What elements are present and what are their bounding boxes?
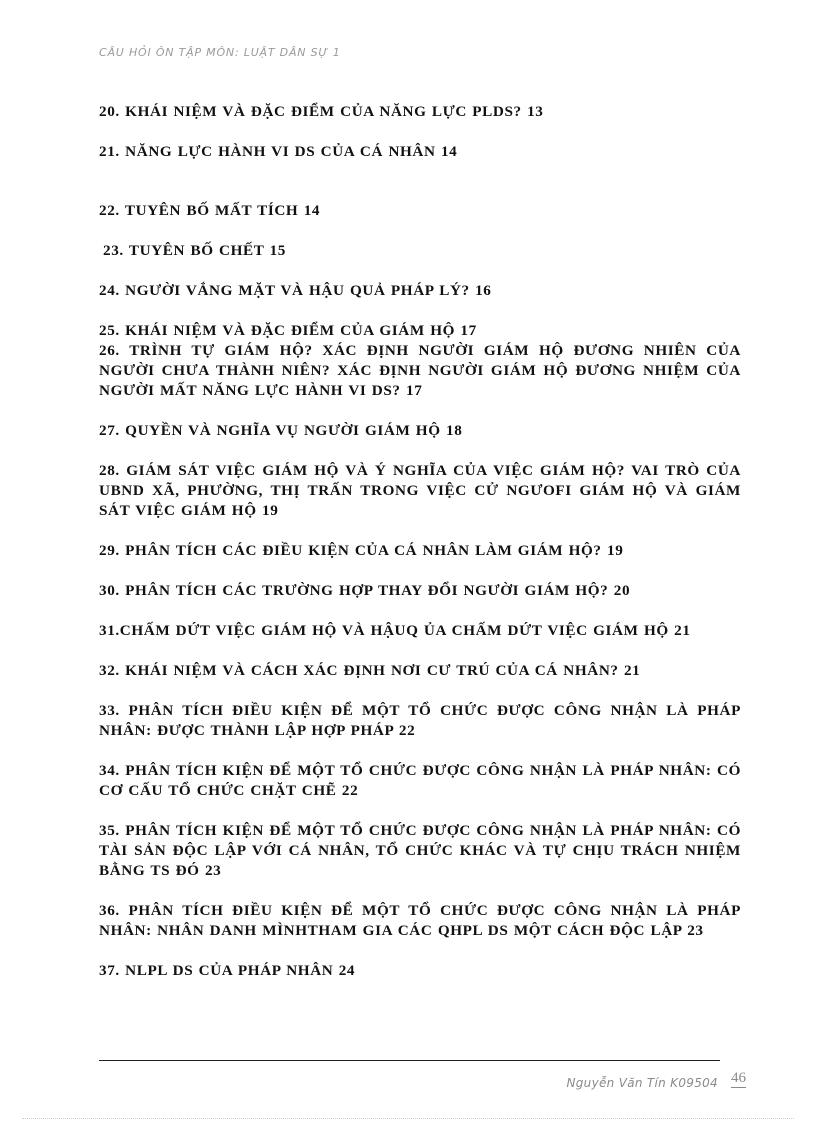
toc-entry-34: 34. PHÂN TÍCH KIỆN ĐỂ MỘT TỔ CHỨC ĐƯỢC CÔNG NHẬN LÀ PHÁP NHÂN: CÓ CƠ CẤU TỔ CHỨC CHẶT CHẼ 22 — [99, 762, 741, 799]
toc-entry-21: 21. NĂNG LỰC HÀNH VI DS CỦA CÁ NHÂN 14 — [99, 143, 458, 160]
toc-entry-25: 25. KHÁI NIỆM VÀ ĐẶC ĐIỂM CỦA GIÁM HỘ 17 — [99, 322, 477, 339]
footer-divider — [99, 1060, 720, 1061]
footer-author: Nguyễn Văn Tín K09504 — [566, 1076, 718, 1090]
toc-entry-31: 31.CHẤM DỨT VIỆC GIÁM HỘ VÀ HẬUQ ỦA CHẤM DỨT VIỆC GIÁM HỘ 21 — [99, 622, 691, 639]
toc-entry-29: 29. PHÂN TÍCH CÁC ĐIỀU KIỆN CỦA CÁ NHÂN LÀM GIÁM HỘ? 19 — [99, 542, 624, 559]
toc-entry-33: 33. PHÂN TÍCH ĐIỀU KIỆN ĐỂ MỘT TỔ CHỨC ĐƯỢC CÔNG NHẬN LÀ PHÁP NHÂN: ĐƯỢC THÀNH LẬP HỢP PHÁP 22 — [99, 702, 741, 739]
toc-entry-36: 36. PHÂN TÍCH ĐIỀU KIỆN ĐỂ MỘT TỔ CHỨC ĐƯỢC CÔNG NHẬN LÀ PHÁP NHÂN: NHÂN DANH MÌNHTHAM GIA CÁC QHPL DS MỘT CÁCH ĐỘC LẬP 23 — [99, 902, 741, 939]
toc-entry-24: 24. NGƯỜI VẮNG MẶT VÀ HẬU QUẢ PHÁP LÝ? 16 — [99, 282, 492, 299]
toc-entry-28: 28. GIÁM SÁT VIỆC GIÁM HỘ VÀ Ý NGHĨA CỦA VIỆC GIÁM HỘ? VAI TRÒ CỦA UBND XÃ, PHƯỜNG, THỊ TRẤN TRONG VIỆC CỬ NGƯOFI GIÁM HỘ VÀ GIÁM SÁT VIỆC GIÁM HỘ 19 — [99, 462, 741, 519]
toc-entry-27: 27. QUYỀN VÀ NGHĨA VỤ NGƯỜI GIÁM HỘ 18 — [99, 422, 463, 439]
toc-entry-32: 32. KHÁI NIỆM VÀ CÁCH XÁC ĐỊNH NƠI CƯ TRÚ CỦA CÁ NHÂN? 21 — [99, 662, 641, 679]
table-of-contents — [99, 102, 741, 981]
toc-entry-20: 20. KHÁI NIỆM VÀ ĐẶC ĐIỂM CỦA NĂNG LỰC PLDS? 13 — [99, 103, 544, 120]
toc-entry-30: 30. PHÂN TÍCH CÁC TRƯỜNG HỢP THAY ĐỔI NGƯỜI GIÁM HỘ? 20 — [99, 582, 631, 599]
toc-entry-35: 35. PHÂN TÍCH KIỆN ĐỂ MỘT TỔ CHỨC ĐƯỢC CÔNG NHẬN LÀ PHÁP NHÂN: CÓ TÀI SẢN ĐỘC LẬP VỚI CÁ NHÂN, TỔ CHỨC KHÁC VÀ TỰ CHỊU TRÁCH NHIỆM BẰNG TS ĐÓ 23 — [99, 822, 741, 879]
page-header: CÂU HỎI ÔN TẬP MÔN: LUẬT DÂN SỰ 1 — [99, 46, 341, 59]
toc-entry-23: 23. TUYÊN BỐ CHẾT 15 — [103, 242, 286, 259]
page-number: 46 — [731, 1070, 746, 1086]
toc-entry-22: 22. TUYÊN BỐ MẤT TÍCH 14 — [99, 202, 321, 219]
toc-entry-37: 37. NLPL DS CỦA PHÁP NHÂN 24 — [99, 962, 356, 979]
toc-entry-26: 26. TRÌNH TỰ GIÁM HỘ? XÁC ĐỊNH NGƯỜI GIÁM HỘ ĐƯƠNG NHIÊN CỦA NGƯỜI CHƯA THÀNH NIÊN? XÁC ĐỊNH NGƯỜI GIÁM HỘ ĐƯƠNG NHIỆM CỦA NGƯỜI MẤT NĂNG LỰC HÀNH VI DS? 17 — [99, 342, 741, 399]
page-bottom-border — [22, 1118, 794, 1119]
